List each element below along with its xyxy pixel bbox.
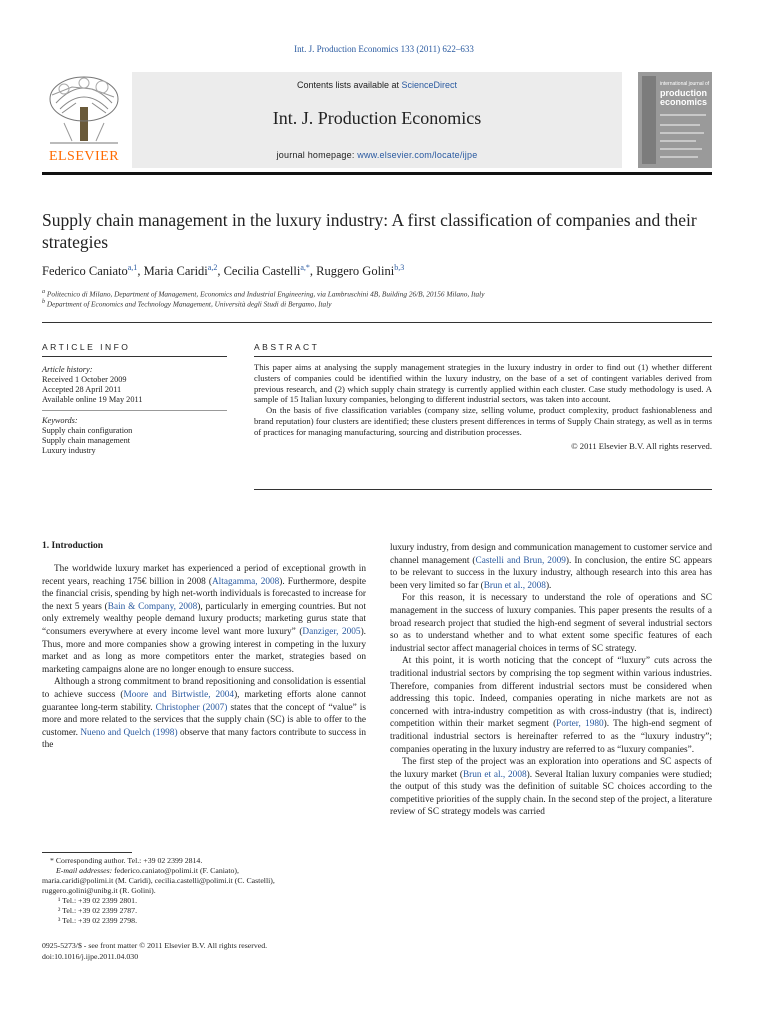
citation-link[interactable]: Porter, 1980 — [556, 719, 604, 730]
journal-cover — [638, 72, 712, 168]
cover-rule — [660, 148, 702, 150]
footnote-rule — [42, 852, 132, 853]
divider — [42, 410, 227, 411]
issn-line: 0925-5273/$ - see front matter © 2011 Elsevier B.V. All rights reserved. — [42, 941, 268, 950]
cover-rule — [660, 124, 700, 126]
article-info-heading: ARTICLE INFO — [42, 342, 131, 352]
citation-link[interactable]: Brun et al., 2008 — [462, 769, 527, 780]
article-info — [42, 365, 227, 456]
accepted-date: Accepted 28 April 2011 — [42, 385, 122, 394]
citation-link[interactable]: Danziger, 2005 — [302, 626, 361, 637]
abstract-paragraph: This paper aims at analysing the supply management strategies in the luxury industry in order to find out (1) whether different clusters of companies could be identified within the luxury industry, on the base of a set of contingent variables derived from previous research, and (2) which supply chain strategy is currently applied within each cluster. Case study methodology is used. A sample of 15 Italian luxury companies, belonging to different industrial sectors, was taken into account. — [254, 362, 712, 405]
divider — [254, 356, 712, 357]
keyword: Luxury industry — [42, 446, 96, 455]
publisher-name: ELSEVIER — [48, 149, 120, 164]
citation-link[interactable]: Altagamma, 2008 — [211, 576, 280, 587]
journal-name: Int. J. Production Economics — [272, 108, 482, 128]
elsevier-logo — [42, 73, 126, 165]
footnote-emails: E-mail addresses: federico.caniato@polimi.it (F. Caniato), — [56, 866, 239, 875]
cover-spine — [642, 76, 656, 164]
citation-link[interactable]: Christopher (2007) — [155, 702, 228, 713]
body-paragraph: luxury industry, from design and communication management to customer service and channel management (Castelli and Brun, 2009). In conclusion, the entire SC appears to be relevant to success in the luxury industry, although research into this area has been very limited so far (Brun et al., 2008). — [390, 543, 713, 591]
homepage-prefix: journal homepage: — [276, 150, 358, 160]
online-date: Available online 19 May 2011 — [42, 395, 143, 404]
body-column-left — [42, 563, 366, 752]
affiliation-b: $^b$ Department of Economics and Technology Management, Università degli Studi di Bergamo, Italy — [42, 299, 332, 309]
body-paragraph: The first step of the project was an exploration into operations and SC aspects of the luxury market (Brun et al., 2008). Several Italian luxury companies were studied; the output of this study was the definition of suitable SC choices according to the competitive priorities of the supply chain. In the second step of the project, a literature review of SC strategy models was carried — [390, 757, 713, 818]
received-date: Received 1 October 2009 — [42, 375, 127, 384]
cover-title — [660, 80, 710, 107]
footnote-tel: ¹ Tel.: +39 02 2399 2801. — [58, 896, 138, 905]
cover-rule — [660, 156, 698, 158]
keyword: Supply chain management — [42, 436, 131, 445]
doi-line[interactable]: doi:10.1016/j.ijpe.2011.04.030 — [42, 951, 139, 961]
header-rule — [42, 172, 712, 175]
article-title: Supply chain management in the luxury industry: A first classification of companies and their strategies — [42, 210, 697, 252]
body-paragraph: At this point, it is worth noticing that the concept of “luxury” cuts across the traditional industrial sectors by comprising the top segment within various industries. Therefore, companies from different industrial sectors must be considered when addressing this topic. Indeed, companies operating in niche markets are not as concerned with intra-industry competition as with cross-industry (that is, indirect) competition within their market segment (Porter, 1980). The high-end segment of traditional industrial sectors is hereinafter referred to as the “luxury industry”; companies operating in the luxury industry are referred to as “luxury companies”. — [390, 656, 712, 755]
cover-rule — [660, 132, 704, 134]
footnote-emails-cont: maria.caridi@polimi.it (M. Caridi), cecilia.castelli@polimi.it (C. Castelli), — [42, 876, 275, 885]
bottom-meta — [42, 941, 372, 962]
footnote-corresponding: * Corresponding author. Tel.: +39 02 2399 2814. — [50, 856, 203, 865]
author: Ruggero Golini$^{b,3}$ — [316, 263, 405, 279]
footnote-emails-cont: ruggero.golini@unibg.it (R. Golini). — [42, 886, 156, 895]
abstract-copyright: © 2011 Elsevier B.V. All rights reserved. — [571, 440, 712, 451]
homepage-line — [132, 150, 622, 160]
cover-title-line1: international journal of — [660, 81, 710, 87]
divider — [254, 489, 712, 490]
body-paragraph: The worldwide luxury market has experienced a period of exceptional growth in recent years, reaching 175€ billion in 2008 (Altagamma, 2008). Furthermore, despite the financial crisis, spending by high net-worth individuals is forecasted to increase for the next 5 years (Bain & Company, 2008), particularly in emerging countries. But not only extremely wealthy people demand luxury products; marketing gurus state that “consumers everywhere at every income level want more luxury” (Danziger, 2005). Thus, more and more companies show a growing interest in competing in the luxury market and as long as more competitors enter the market, strategies based on marketing campaigns alone are no longer enough to ensure success. — [42, 564, 366, 675]
cover-title-line3: economics — [660, 97, 708, 107]
body-paragraph: For this reason, it is necessary to understand the role of operations and SC management in the success of luxury companies. This paper presents the results of a broad research project that studied the high-end segment of several industrial sectors so as to understand whether and to what extent some specific features of each industrial sector affect managerial choices in terms of SC strategy. — [390, 593, 712, 654]
cover-rule — [660, 140, 696, 142]
sciencedirect-link[interactable]: ScienceDirect — [401, 80, 458, 90]
citation-link[interactable]: Castelli and Brun, 2009 — [475, 555, 566, 566]
journal-homepage-link[interactable]: www.elsevier.com/locate/ijpe — [357, 150, 478, 160]
keywords-label: Keywords: — [42, 416, 78, 425]
abstract-heading: ABSTRACT — [254, 342, 320, 352]
citation-link[interactable]: Brun et al., 2008 — [483, 580, 546, 591]
affiliation-a: $^a$ Politecnico di Milano, Department of Management, Economics and Industrial Engineering, via Lambruschini 4B, Building 26/B, 20156 Milano, Italy — [42, 289, 485, 299]
body-paragraph: Although a strong commitment to brand repositioning and consolidation is essential to achieve success (Moore and Birtwistle, 2004), marketing efforts alone cannot guarantee long-term stability. Christopher (2007) states that the concept of “value” is more and more related to the services that the supply chain (SC) is able to offer to the customer. Nueno and Quelch (1998) observe that many factors contribute to success in the — [42, 677, 366, 751]
cover-title-line2: production — [660, 88, 707, 98]
citation-link[interactable]: Bain & Company, 2008 — [107, 601, 198, 612]
divider — [42, 322, 712, 323]
citation-link[interactable]: Moore and Birtwistle, 2004 — [123, 689, 235, 700]
footnotes — [42, 856, 372, 926]
history-label: Article history: — [42, 365, 93, 374]
body-column-right — [390, 542, 712, 819]
elsevier-tree-icon — [42, 73, 126, 147]
footnote-tel: ³ Tel.: +39 02 2399 2798. — [58, 916, 138, 925]
section-heading-introduction: 1. Introduction — [42, 541, 104, 551]
contents-line — [132, 80, 622, 90]
journal-reference[interactable]: Int. J. Production Economics 133 (2011) 622–633 — [294, 44, 474, 54]
abstract-text — [254, 362, 712, 451]
citation-link[interactable]: Nueno and Quelch (1998) — [80, 727, 178, 738]
abstract-paragraph: On the basis of five classification variables (company size, selling volume, product complexity, product fashionableness and brand reputation) four clusters are identified; these clusters present differences in terms of Supply Chain strategy, as well as in terms of practices for managing manufacturing, sourcing and distribution processes. — [254, 405, 712, 437]
author: Maria Caridi$^{a,2}$, — [143, 263, 224, 279]
keyword: Supply chain configuration — [42, 426, 133, 435]
cover-rule — [660, 114, 706, 116]
footnote-tel: ² Tel.: +39 02 2399 2787. — [58, 906, 138, 915]
contents-prefix: Contents lists available at — [296, 80, 402, 90]
author-list — [42, 263, 712, 279]
divider — [42, 356, 227, 357]
author: Federico Caniato$^{a,1}$, — [42, 263, 144, 279]
author: Cecilia Castelli$^{a,*}$, — [223, 263, 317, 279]
